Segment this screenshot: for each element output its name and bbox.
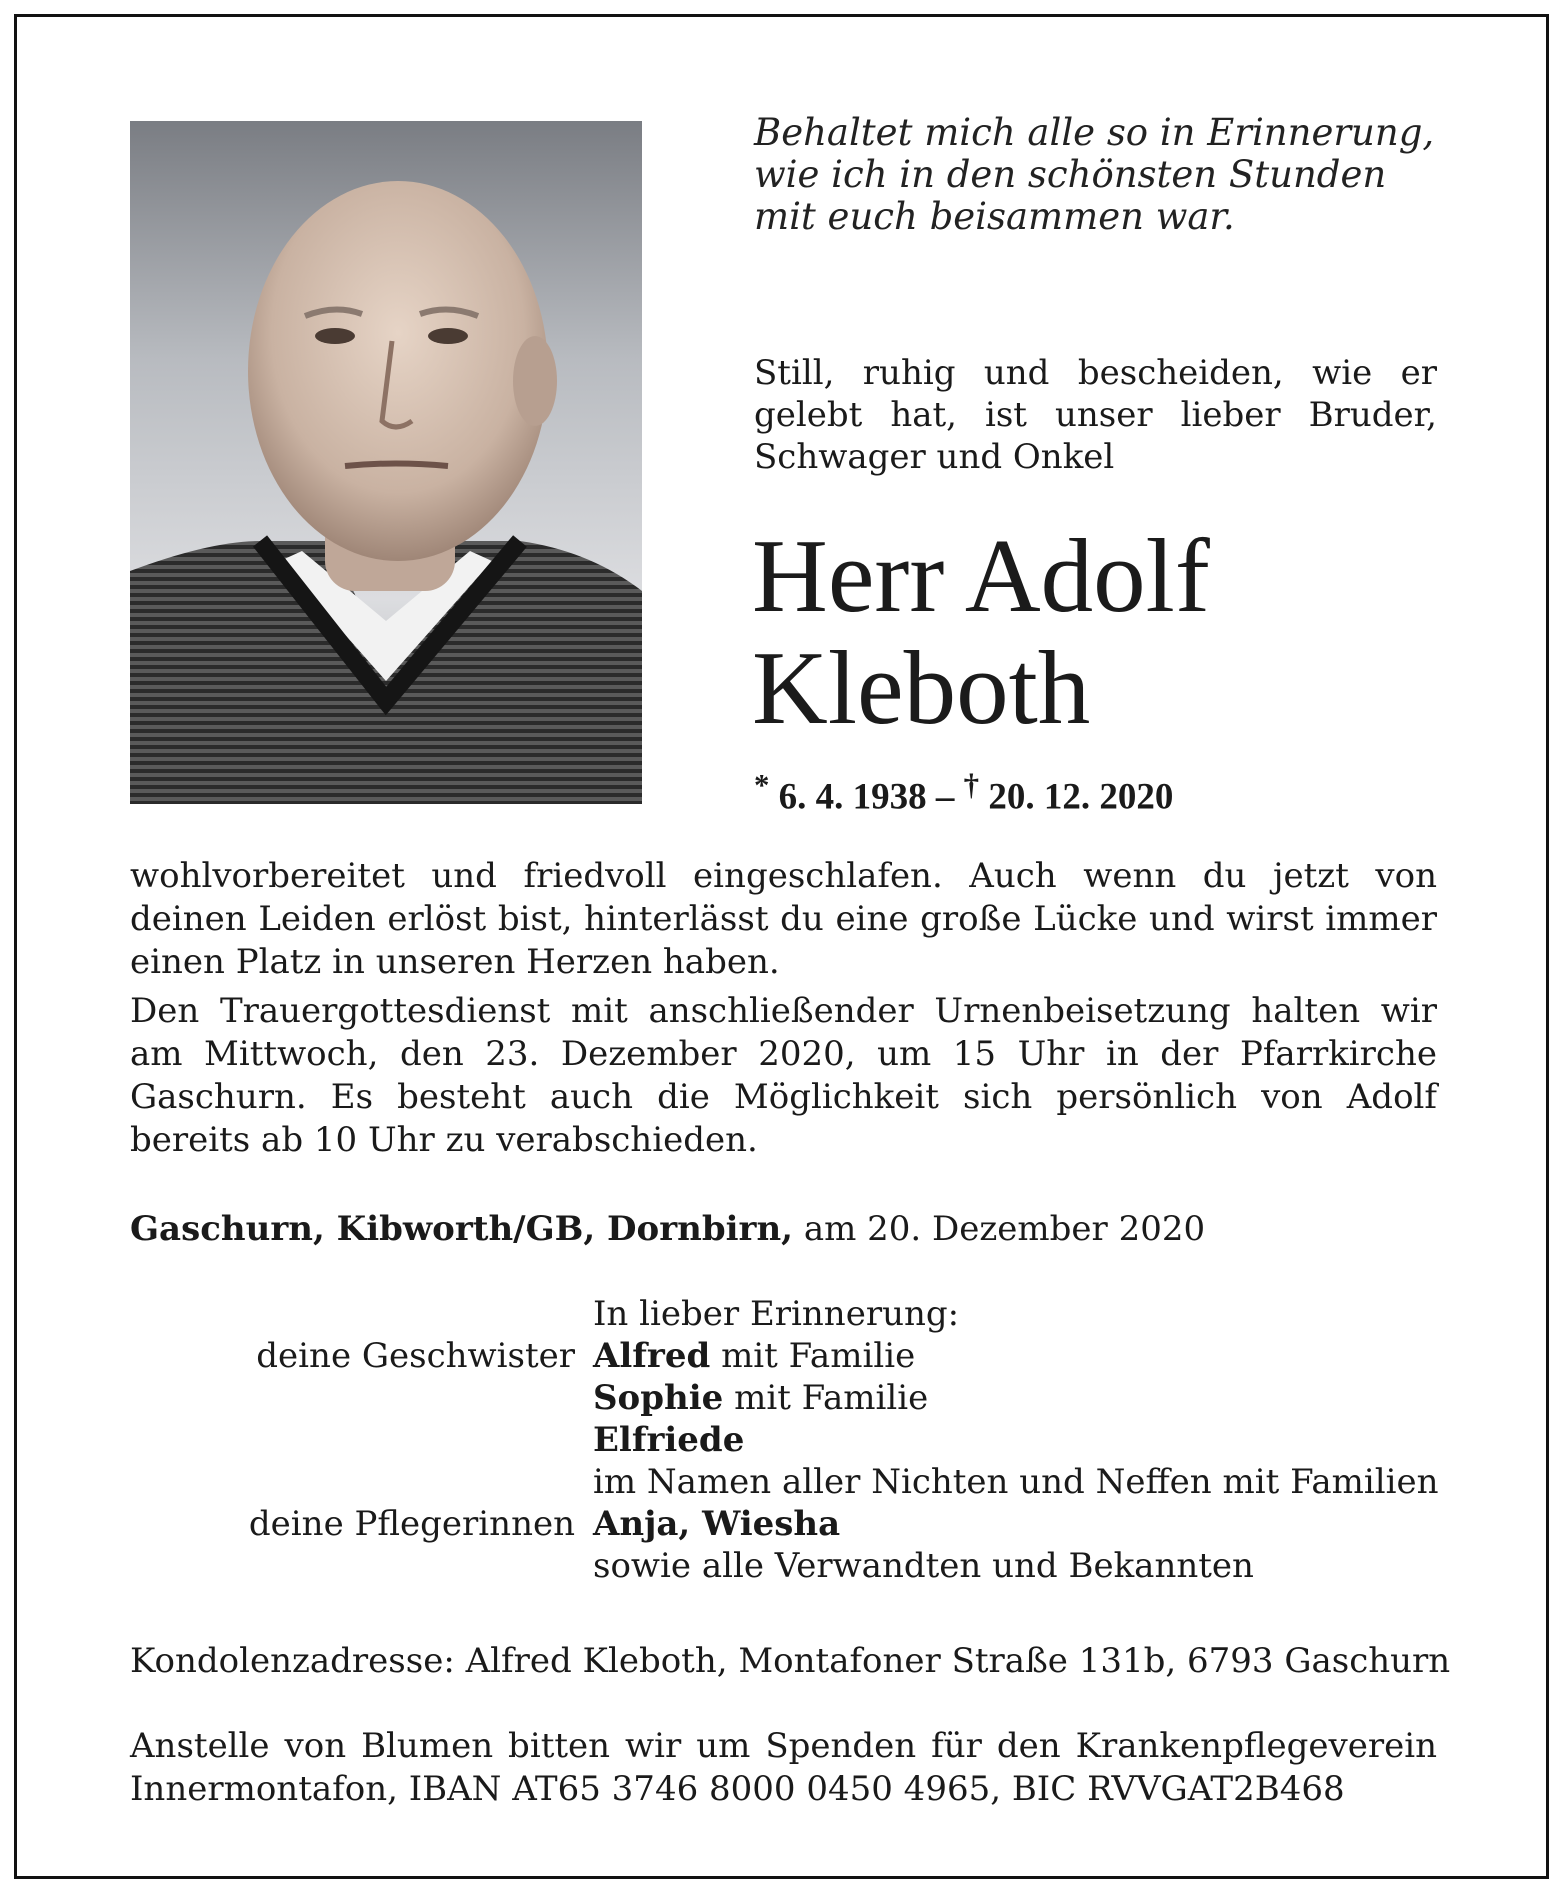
nieces-line: im Namen aller Nichten und Neffen mit Familien <box>593 1462 1439 1502</box>
sibling-name: Elfriede <box>593 1420 745 1460</box>
sibling-entry <box>593 1419 1439 1461</box>
siblings-label: deine Geschwister <box>256 1336 575 1376</box>
signature-heading: In lieber Erinnerung: <box>593 1294 960 1334</box>
sibling-suffix: mit Familie <box>734 1378 929 1418</box>
body-paragraph: Den Trauergottesdienst mit anschließender Urnenbeisetzung halten wir am Mittwoch, den 23. Dezember 2020, um 15 Uhr in der Pfarrkirche Gaschurn. Es besteht auch die Möglichkeit sich persönlich von Adolf bereits ab 10 Uhr zu verabschieden. <box>130 991 1437 1160</box>
relatives-line: sowie alle Verwandten und Bekannten <box>593 1546 1254 1586</box>
announcement-date: am 20. Dezember 2020 <box>803 1209 1206 1249</box>
quote-line: mit euch beisammen war. <box>754 195 1235 238</box>
memorial-quote <box>754 112 1474 238</box>
sibling-entry <box>593 1377 1439 1419</box>
places: Gaschurn, Kibworth/GB, Dornbirn, <box>130 1209 793 1249</box>
donation-notice: Anstelle von Blumen bitten wir um Spenden für den Krankenpflegeverein Innermontafon, IBAN AT65 3746 8000 0450 4965, BIC RVVGAT2B468 <box>130 1726 1437 1809</box>
death-symbol: † <box>963 768 980 802</box>
death-date: 20. 12. 2020 <box>988 776 1174 818</box>
sibling-suffix: mit Familie <box>721 1336 916 1376</box>
obituary-body <box>130 855 1437 1168</box>
sibling-entry <box>593 1335 1439 1377</box>
deceased-name <box>752 517 1210 746</box>
birth-date: 6. 4. 1938 <box>778 776 927 818</box>
intro-text: Still, ruhig und bescheiden, wie er gelebt hat, ist unser lieber Bruder, Schwager und Onkel <box>754 353 1437 477</box>
quote-line: Behaltet mich alle so in Erinnerung, <box>754 111 1435 154</box>
sibling-name: Sophie <box>593 1378 724 1418</box>
signature-labels <box>130 1293 575 1545</box>
portrait-photo <box>130 121 642 804</box>
name-line-2: Kleboth <box>752 629 1091 746</box>
sibling-name: Alfred <box>593 1336 711 1376</box>
condolence-address: Kondolenzadresse: Alfred Kleboth, Montafoner Straße 131b, 6793 Gaschurn <box>130 1641 1451 1681</box>
carers-entry <box>593 1503 1439 1545</box>
carers-label: deine Pflegerinnen <box>248 1504 575 1544</box>
body-paragraph: wohlvorbereitet und friedvoll eingeschlafen. Auch wenn du jetzt von deinen Leiden erlöst bist, hinterlässt du eine große Lücke und wirst immer einen Platz in unseren Herzen haben. <box>130 856 1437 982</box>
name-line-1: Herr Adolf <box>752 517 1210 634</box>
signature-names <box>593 1293 1439 1587</box>
place-and-date <box>130 1209 1205 1249</box>
quote-line: wie ich in den schönsten Stunden <box>754 153 1387 196</box>
life-dates <box>754 768 1173 818</box>
birth-symbol: * <box>754 768 770 802</box>
date-separator: – <box>935 776 955 818</box>
carers-names: Anja, Wiesha <box>593 1504 841 1544</box>
